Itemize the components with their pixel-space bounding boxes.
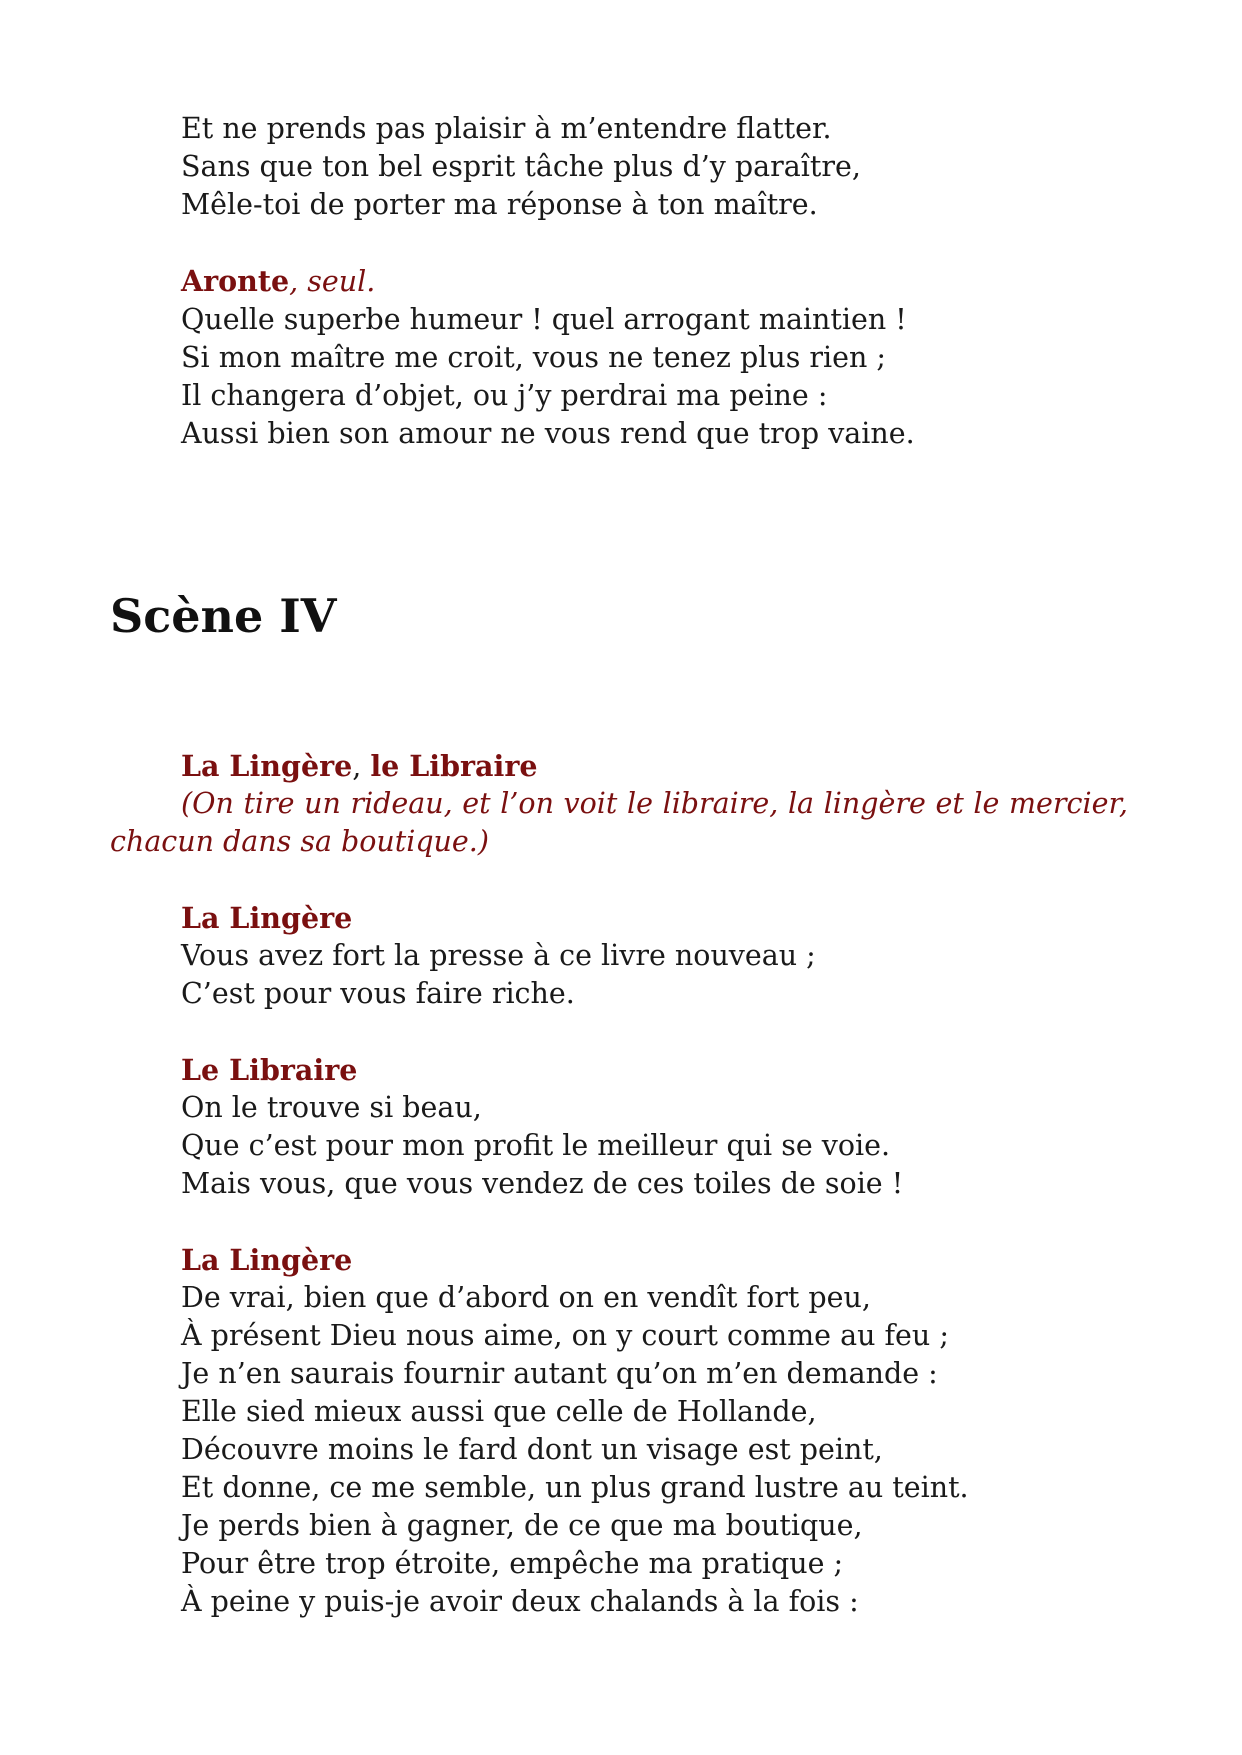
- verse-block: [181, 110, 1141, 224]
- speech-lingere: [181, 899, 1141, 1013]
- verse-line: Sans que ton bel esprit tâche plus d’y paraître,: [181, 150, 861, 183]
- speaker-name: Le Libraire: [181, 1053, 358, 1087]
- verse-line: Il changera d’objet, ou j’y perdrai ma peine :: [181, 379, 828, 412]
- verse-line: Si mon maître me croit, vous ne tenez plus rien ;: [181, 341, 887, 374]
- verse-line: Découvre moins le fard dont un visage est peint,: [181, 1433, 883, 1466]
- verse-line: De vrai, bien que d’abord on en vendît fort peu,: [181, 1281, 871, 1314]
- character-separator: ,: [352, 750, 371, 783]
- character-name: le Libraire: [370, 749, 538, 783]
- verse-line: C’est pour vous faire riche.: [181, 977, 575, 1010]
- verse-line: Que c’est pour mon profit le meilleur qui se voie.: [181, 1129, 891, 1162]
- scene-title: Scène IV: [110, 589, 337, 643]
- characters-line: [181, 747, 1141, 786]
- verse-line: Et ne prends pas plaisir à m’entendre flatter.: [181, 112, 832, 145]
- verse-line: Aussi bien son amour ne vous rend que trop vaine.: [181, 417, 915, 450]
- verse-line: Je perds bien à gagner, de ce que ma boutique,: [181, 1509, 863, 1542]
- verse-line: Pour être trop étroite, empêche ma pratique ;: [181, 1547, 844, 1580]
- speaker-name: La Lingère: [181, 901, 353, 935]
- verse-line: On le trouve si beau,: [181, 1091, 482, 1124]
- verse-line: À peine y puis-je avoir deux chalands à la fois :: [181, 1585, 859, 1618]
- verse-line: À présent Dieu nous aime, on y court comme au feu ;: [181, 1319, 949, 1352]
- speaker-direction: , seul.: [289, 265, 376, 298]
- verse-line: Quelle superbe humeur ! quel arrogant maintien !: [181, 303, 907, 336]
- character-name: La Lingère: [181, 749, 353, 783]
- verse-line: Mêle-toi de porter ma réponse à ton maître.: [181, 188, 818, 221]
- scene-characters: [181, 747, 1141, 786]
- verse-line: Vous avez fort la presse à ce livre nouveau ;: [181, 939, 816, 972]
- speech-aronte: [181, 262, 1141, 453]
- speaker-name: Aronte: [181, 264, 290, 298]
- speaker-name: La Lingère: [181, 1243, 353, 1277]
- verse-line: Et donne, ce me semble, un plus grand lustre au teint.: [181, 1471, 969, 1504]
- verse-line: Mais vous, que vous vendez de ces toiles de soie !: [181, 1167, 904, 1200]
- speech-lingere: [181, 1241, 1141, 1621]
- verse-line: Elle sied mieux aussi que celle de Hollande,: [181, 1395, 817, 1428]
- speaker-line: [181, 262, 1141, 301]
- stage-direction: (On tire un rideau, et l’on voit le libraire, la lingère et le mercier, chacun dans sa boutique.): [110, 787, 1128, 858]
- verse-line: Je n’en saurais fournir autant qu’on m’en demande :: [181, 1357, 938, 1390]
- speech-libraire: [181, 1051, 1141, 1203]
